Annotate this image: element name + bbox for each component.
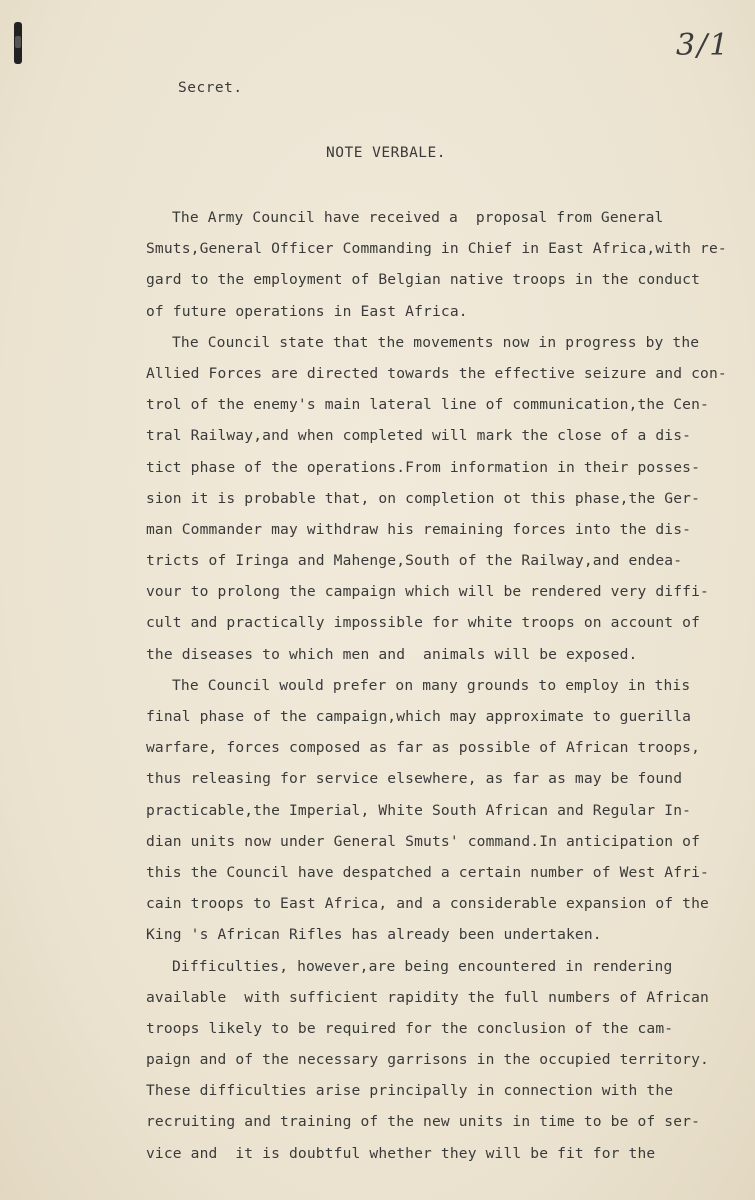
text-line: the diseases to which men and animals will be exposed. (146, 645, 638, 663)
text-line: paign and of the necessary garrisons in the occupied territory. (146, 1051, 709, 1069)
text-line: warfare, forces composed as far as possible of African troops, (146, 739, 701, 757)
text-line: thus releasing for service elsewhere, as far as may be found (146, 770, 683, 788)
text-line: practicable,the Imperial, White South African and Regular In- (146, 801, 692, 819)
text-line: Difficulties, however,are being encountered in rendering (172, 957, 673, 975)
text-line: sion it is probable that, on completion ot this phase,the Ger- (146, 489, 701, 507)
paper-clip-mark (14, 22, 22, 64)
text-line: available with sufficient rapidity the full numbers of African (146, 988, 709, 1006)
text-line: These difficulties arise principally in connection with the (146, 1082, 674, 1100)
text-line: of future operations in East Africa. (146, 302, 468, 320)
text-line: The Council would prefer on many grounds to employ in this (172, 676, 691, 694)
text-line: final phase of the campaign,which may approximate to guerilla (146, 708, 692, 725)
document-title: NOTE VERBALE. (326, 145, 446, 161)
text-line: vice and it is doubtful whether they will be fit for the (146, 1144, 656, 1162)
text-line: The Council state that the movements now in progress by the (172, 333, 700, 351)
text-line: troops likely to be required for the conclusion of the cam- (146, 1019, 674, 1037)
text-line: cain troops to East Africa, and a considerable expansion of the (146, 895, 709, 913)
body-text (146, 202, 746, 1169)
text-line: cult and practically impossible for white troops on account of (146, 614, 701, 632)
text-line: Smuts,General Officer Commanding in Chief in East Africa,with re- (146, 240, 727, 258)
text-line: vour to prolong the campaign which will be rendered very diffi- (146, 583, 709, 601)
text-line: this the Council have despatched a certain number of West Afri- (146, 863, 709, 881)
text-line: recruiting and training of the new units in time to be of ser- (146, 1113, 701, 1131)
text-line: gard to the employment of Belgian native troops in the conduct (146, 271, 701, 289)
text-line: man Commander may withdraw his remaining forces into the dis- (146, 520, 692, 538)
text-line: Allied Forces are directed towards the effective seizure and con- (146, 364, 727, 382)
text-line: trol of the enemy's main lateral line of communication,the Cen- (146, 396, 709, 414)
text-line: tricts of Iringa and Mahenge,South of the Railway,and endea- (146, 552, 683, 570)
text-line: tral Railway,and when completed will mark the close of a dis- (146, 427, 692, 445)
classification-label: Secret. (178, 80, 243, 96)
text-line: King 's African Rifles has already been undertaken. (146, 926, 602, 944)
text-line: The Army Council have received a proposal from General (172, 209, 664, 226)
text-line: tict phase of the operations.From information in their posses- (146, 458, 701, 476)
folio-number: 3/1 (676, 28, 731, 63)
text-line: dian units now under General Smuts' command.In anticipation of (146, 832, 701, 850)
